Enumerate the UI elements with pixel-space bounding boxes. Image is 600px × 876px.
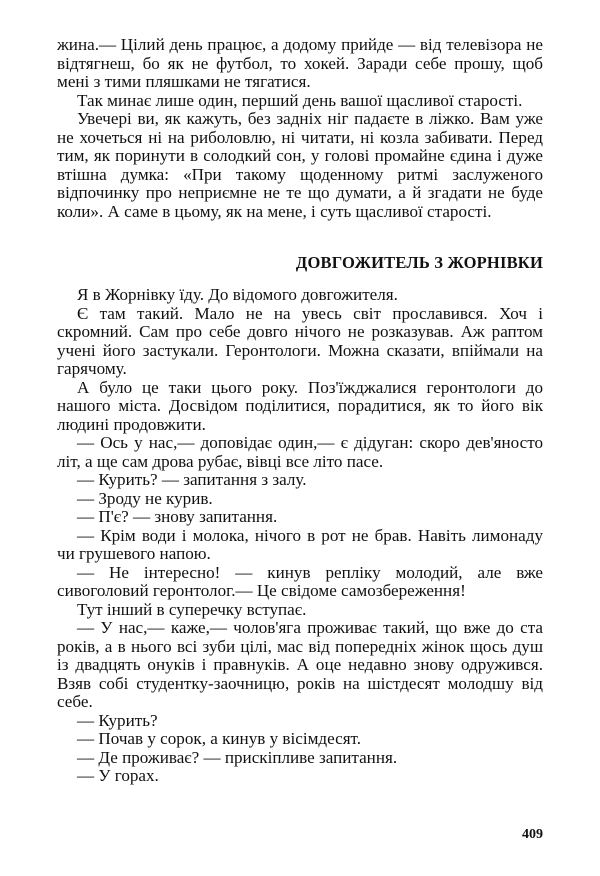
paragraph: — Не інтересно! — кинув репліку молодий, але вже сивоголовий геронтолог.— Це свідоме самозбереження!: [57, 562, 543, 600]
body-text: [57, 36, 543, 786]
paragraph: Так минає лише один, перший день вашої щасливої старості.: [77, 90, 523, 110]
section-title: ДОВГОЖИТЕЛЬ З ЖОРНІВКИ: [295, 253, 543, 272]
paragraph: Є там такий. Мало не на увесь світ прославився. Хоч і скромний. Сам про себе довго нічого не розказував. Аж раптом учені його застукали. Геронтологи. Можна сказати, впіймали на гарячому.: [57, 303, 543, 378]
paragraph: — У нас,— каже,— чолов'яга проживає такий, що вже до ста років, а в нього всі зуби цілі, мас від попередніх жінок щось душ із двадцять онуків і правнуків. А оце недавно знову одружився. Взяв собі студентку-заочницю, років на шістдесят молодшу від себе.: [57, 618, 543, 711]
paragraph: — Зроду не курив.: [77, 488, 213, 508]
paragraph-continuation: жина.— Цілий день працює, а додому прийде — від телевізора не відтягнеш, бо як не футбол, то хокей. Заради себе прошу, щоб мені з тими пляшками не тягатися.: [57, 35, 543, 91]
page-number: 409: [522, 827, 543, 842]
paragraph: А було це таки цього року. Поз'їжджалися геронтологи до нашого міста. Досвідом поділитися, порадитися, як то його вік людині продовжити.: [57, 377, 543, 434]
paragraph: Тут інший в суперечку вступає.: [77, 599, 307, 619]
paragraph: — Курить? — запитання з залу.: [77, 470, 307, 489]
paragraph: — Крім води і молока, нічого в рот не брав. Навіть лимонаду чи грушевого напою.: [57, 525, 543, 563]
paragraph: — Курить?: [77, 710, 158, 730]
paragraph: — У горах.: [77, 766, 159, 785]
paragraph: Я в Жорнівку їду. До відомого довгожителя.: [77, 285, 398, 304]
paragraph: Увечері ви, як кажуть, без задніх ніг падаєте в ліжко. Вам уже не хочеться ні на риболовлю, ні читати, ні козла забивати. Перед тим, як поринути в солодкий сон, у голові промайне єдина і дуже втішна думка: «При такому щоденному ритмі заслуженого відпочинку про неприємне не те що думати, а й згадати не буде коли». А саме в цьому, як на мене, і суть щасливої старості.: [57, 109, 543, 221]
paragraph: — Почав у сорок, а кинув у вісімдесят.: [77, 729, 362, 748]
paragraph: — П'є? — знову запитання.: [77, 507, 278, 526]
paragraph: — Де проживає? — прискіпливе запитання.: [77, 747, 398, 767]
paragraph: — Ось у нас,— доповідає один,— є дідуган: скоро дев'яносто літ, а ще сам дрова рубає, вівці все літо пасе.: [57, 433, 543, 471]
